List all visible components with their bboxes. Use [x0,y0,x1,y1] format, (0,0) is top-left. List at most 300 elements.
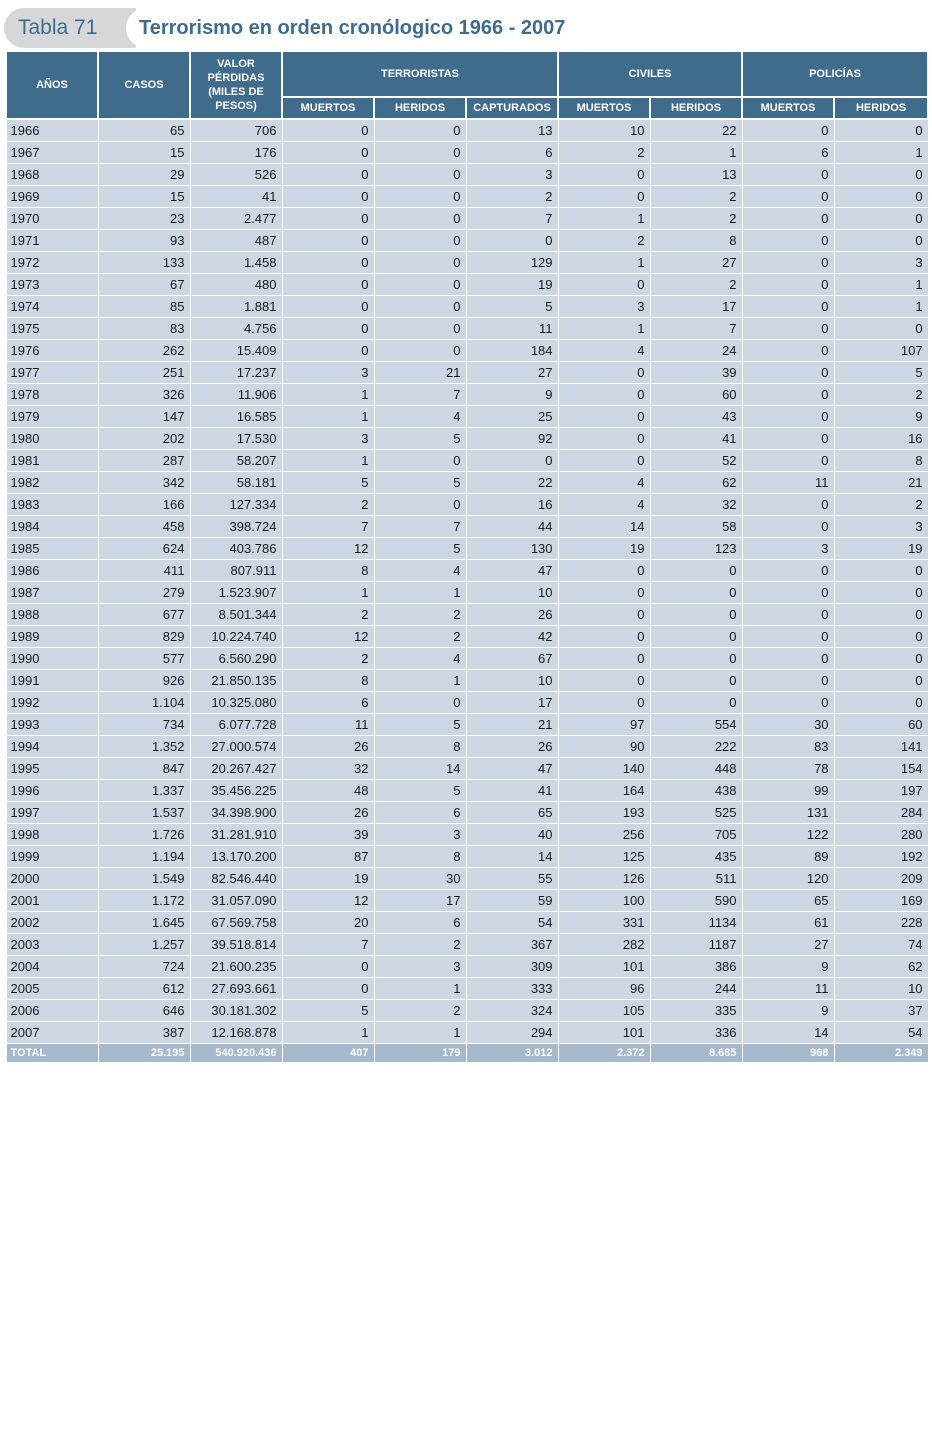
table-row [6,494,928,516]
cell-civiles-muertos: 164 [558,780,650,802]
cell-policias-heridos: 209 [834,868,928,890]
cell-year: 1967 [6,142,98,164]
cell-civiles-muertos: 2 [558,142,650,164]
table-number-tab: Tabla 71 [4,8,136,48]
cell-terroristas-capturados: 42 [466,626,558,648]
cell-policias-muertos: 11 [742,978,834,1000]
table-row [6,714,928,736]
cell-terroristas-capturados: 47 [466,560,558,582]
cell-policias-muertos: 0 [742,296,834,318]
cell-policias-muertos: 83 [742,736,834,758]
cell-policias-muertos: 122 [742,824,834,846]
cell-valor-perdidas: 1.523.907 [190,582,282,604]
table-row [6,604,928,626]
cell-terroristas-muertos: 0 [282,230,374,252]
cell-policias-muertos: 0 [742,208,834,230]
cell-terroristas-muertos: 3 [282,362,374,384]
cell-year: 1976 [6,340,98,362]
cell-valor-perdidas: 31.057.090 [190,890,282,912]
cell-terroristas-capturados: 184 [466,340,558,362]
cell-policias-heridos: 3 [834,516,928,538]
cell-terroristas-muertos: 0 [282,318,374,340]
cell-casos: 83 [98,318,190,340]
total-label: TOTAL [6,1044,98,1063]
cell-terroristas-heridos: 3 [374,956,466,978]
table-row [6,186,928,208]
cell-terroristas-muertos: 0 [282,142,374,164]
cell-terroristas-muertos: 1 [282,582,374,604]
cell-casos: 67 [98,274,190,296]
cell-year: 1996 [6,780,98,802]
cell-terroristas-capturados: 59 [466,890,558,912]
cell-civiles-muertos: 126 [558,868,650,890]
cell-terroristas-heridos: 0 [374,208,466,230]
cell-terroristas-muertos: 2 [282,604,374,626]
table-row [6,252,928,274]
cell-civiles-muertos: 101 [558,1022,650,1044]
cell-year: 1995 [6,758,98,780]
cell-policias-muertos: 9 [742,956,834,978]
cell-policias-heridos: 0 [834,318,928,340]
table-row [6,274,928,296]
cell-terroristas-muertos: 7 [282,516,374,538]
cell-terroristas-muertos: 26 [282,802,374,824]
cell-civiles-heridos: 7 [650,318,742,340]
header-terroristas-capturados: CAPTURADOS [466,97,558,119]
table-row [6,802,928,824]
cell-terroristas-heridos: 2 [374,934,466,956]
cell-terroristas-muertos: 7 [282,934,374,956]
cell-valor-perdidas: 480 [190,274,282,296]
cell-civiles-heridos: 62 [650,472,742,494]
cell-casos: 1.337 [98,780,190,802]
cell-terroristas-heridos: 0 [374,692,466,714]
cell-valor-perdidas: 21.600.235 [190,956,282,978]
cell-year: 1987 [6,582,98,604]
cell-casos: 262 [98,340,190,362]
cell-terroristas-capturados: 92 [466,428,558,450]
cell-year: 1980 [6,428,98,450]
table-row [6,912,928,934]
cell-terroristas-heridos: 5 [374,780,466,802]
cell-terroristas-capturados: 13 [466,119,558,142]
cell-civiles-muertos: 1 [558,252,650,274]
cell-civiles-muertos: 100 [558,890,650,912]
cell-casos: 287 [98,450,190,472]
cell-casos: 93 [98,230,190,252]
cell-civiles-muertos: 1 [558,208,650,230]
cell-civiles-muertos: 0 [558,384,650,406]
cell-valor-perdidas: 27.000.574 [190,736,282,758]
page-title: Terrorismo en orden cronólogico 1966 - 2007 [139,17,566,39]
cell-civiles-heridos: 0 [650,692,742,714]
cell-terroristas-capturados: 130 [466,538,558,560]
cell-valor-perdidas: 67.569.758 [190,912,282,934]
cell-policias-heridos: 0 [834,670,928,692]
cell-terroristas-muertos: 8 [282,560,374,582]
cell-year: 2004 [6,956,98,978]
total-terroristas-heridos: 179 [374,1044,466,1063]
cell-casos: 15 [98,142,190,164]
cell-policias-heridos: 284 [834,802,928,824]
cell-year: 1998 [6,824,98,846]
cell-valor-perdidas: 1.881 [190,296,282,318]
cell-casos: 612 [98,978,190,1000]
table-header [6,51,928,119]
cell-policias-muertos: 0 [742,428,834,450]
cell-civiles-muertos: 101 [558,956,650,978]
cell-civiles-heridos: 0 [650,670,742,692]
cell-terroristas-heridos: 5 [374,538,466,560]
cell-terroristas-muertos: 6 [282,692,374,714]
table-row [6,142,928,164]
cell-civiles-muertos: 140 [558,758,650,780]
table-row [6,406,928,428]
cell-policias-heridos: 2 [834,384,928,406]
cell-terroristas-heridos: 0 [374,340,466,362]
cell-policias-heridos: 74 [834,934,928,956]
cell-policias-muertos: 131 [742,802,834,824]
cell-valor-perdidas: 16.585 [190,406,282,428]
cell-valor-perdidas: 176 [190,142,282,164]
cell-policias-muertos: 0 [742,692,834,714]
cell-civiles-heridos: 2 [650,208,742,230]
cell-terroristas-capturados: 40 [466,824,558,846]
cell-policias-heridos: 1 [834,274,928,296]
cell-casos: 1.172 [98,890,190,912]
cell-terroristas-capturados: 333 [466,978,558,1000]
cell-casos: 326 [98,384,190,406]
cell-valor-perdidas: 30.181.302 [190,1000,282,1022]
cell-civiles-heridos: 335 [650,1000,742,1022]
cell-policias-muertos: 14 [742,1022,834,1044]
total-policias-heridos: 2.349 [834,1044,928,1063]
cell-policias-heridos: 2 [834,494,928,516]
cell-policias-heridos: 280 [834,824,928,846]
cell-valor-perdidas: 31.281.910 [190,824,282,846]
cell-valor-perdidas: 20.267.427 [190,758,282,780]
cell-casos: 65 [98,119,190,142]
cell-policias-heridos: 19 [834,538,928,560]
cell-valor-perdidas: 4.756 [190,318,282,340]
cell-civiles-heridos: 52 [650,450,742,472]
cell-policias-heridos: 0 [834,230,928,252]
cell-civiles-heridos: 1134 [650,912,742,934]
cell-valor-perdidas: 13.170.200 [190,846,282,868]
cell-policias-heridos: 60 [834,714,928,736]
cell-terroristas-heridos: 0 [374,119,466,142]
cell-year: 1992 [6,692,98,714]
cell-policias-muertos: 0 [742,318,834,340]
cell-terroristas-capturados: 55 [466,868,558,890]
cell-terroristas-muertos: 19 [282,868,374,890]
cell-casos: 847 [98,758,190,780]
table-row [6,362,928,384]
cell-terroristas-muertos: 1 [282,384,374,406]
cell-terroristas-capturados: 44 [466,516,558,538]
cell-terroristas-capturados: 16 [466,494,558,516]
table-row [6,824,928,846]
cell-terroristas-heridos: 4 [374,560,466,582]
table-row [6,846,928,868]
cell-civiles-muertos: 90 [558,736,650,758]
cell-terroristas-muertos: 12 [282,890,374,912]
cell-policias-muertos: 120 [742,868,834,890]
cell-terroristas-muertos: 39 [282,824,374,846]
cell-terroristas-muertos: 48 [282,780,374,802]
cell-policias-muertos: 9 [742,1000,834,1022]
cell-terroristas-capturados: 294 [466,1022,558,1044]
cell-terroristas-muertos: 11 [282,714,374,736]
cell-year: 1971 [6,230,98,252]
cell-terroristas-muertos: 1 [282,450,374,472]
cell-policias-heridos: 0 [834,186,928,208]
table-row [6,208,928,230]
cell-civiles-heridos: 1 [650,142,742,164]
cell-policias-muertos: 0 [742,274,834,296]
cell-civiles-muertos: 4 [558,494,650,516]
cell-civiles-muertos: 4 [558,472,650,494]
cell-policias-muertos: 65 [742,890,834,912]
cell-terroristas-capturados: 367 [466,934,558,956]
cell-casos: 458 [98,516,190,538]
table-row [6,428,928,450]
table-row [6,648,928,670]
cell-policias-heridos: 62 [834,956,928,978]
cell-valor-perdidas: 34.398.900 [190,802,282,824]
cell-civiles-heridos: 0 [650,626,742,648]
cell-terroristas-heridos: 0 [374,274,466,296]
cell-civiles-muertos: 0 [558,164,650,186]
cell-valor-perdidas: 39.518.814 [190,934,282,956]
cell-terroristas-heridos: 6 [374,912,466,934]
cell-casos: 1.726 [98,824,190,846]
table-row [6,516,928,538]
cell-year: 1984 [6,516,98,538]
header-policias-muertos: MUERTOS [742,97,834,119]
cell-policias-heridos: 8 [834,450,928,472]
cell-year: 1982 [6,472,98,494]
table-row [6,582,928,604]
cell-year: 1989 [6,626,98,648]
cell-valor-perdidas: 10.325.080 [190,692,282,714]
cell-civiles-heridos: 386 [650,956,742,978]
cell-year: 1986 [6,560,98,582]
cell-policias-heridos: 141 [834,736,928,758]
cell-civiles-muertos: 0 [558,670,650,692]
cell-valor-perdidas: 127.334 [190,494,282,516]
cell-valor-perdidas: 58.207 [190,450,282,472]
table-row [6,450,928,472]
cell-policias-heridos: 3 [834,252,928,274]
cell-terroristas-muertos: 1 [282,406,374,428]
cell-terroristas-heridos: 2 [374,1000,466,1022]
cell-terroristas-muertos: 0 [282,978,374,1000]
cell-year: 1968 [6,164,98,186]
cell-casos: 577 [98,648,190,670]
cell-civiles-muertos: 256 [558,824,650,846]
cell-terroristas-heridos: 4 [374,406,466,428]
cell-policias-heridos: 10 [834,978,928,1000]
cell-policias-muertos: 0 [742,604,834,626]
cell-civiles-heridos: 22 [650,119,742,142]
header-civiles-muertos: MUERTOS [558,97,650,119]
cell-year: 1966 [6,119,98,142]
cell-civiles-heridos: 511 [650,868,742,890]
cell-terroristas-heridos: 0 [374,318,466,340]
cell-year: 1978 [6,384,98,406]
cell-terroristas-heridos: 5 [374,428,466,450]
cell-terroristas-capturados: 21 [466,714,558,736]
cell-policias-muertos: 0 [742,186,834,208]
cell-casos: 387 [98,1022,190,1044]
cell-policias-heridos: 1 [834,296,928,318]
cell-policias-muertos: 0 [742,362,834,384]
cell-civiles-heridos: 590 [650,890,742,912]
cell-terroristas-heridos: 5 [374,472,466,494]
cell-civiles-muertos: 1 [558,318,650,340]
cell-year: 1997 [6,802,98,824]
cell-valor-perdidas: 487 [190,230,282,252]
cell-policias-muertos: 0 [742,340,834,362]
cell-terroristas-heridos: 0 [374,252,466,274]
table-row [6,670,928,692]
cell-terroristas-heridos: 8 [374,736,466,758]
cell-civiles-muertos: 0 [558,274,650,296]
cell-casos: 646 [98,1000,190,1022]
cell-policias-muertos: 6 [742,142,834,164]
cell-policias-muertos: 0 [742,164,834,186]
table-row [6,296,928,318]
cell-policias-heridos: 0 [834,119,928,142]
cell-terroristas-muertos: 8 [282,670,374,692]
cell-policias-muertos: 0 [742,119,834,142]
cell-terroristas-muertos: 0 [282,208,374,230]
cell-valor-perdidas: 403.786 [190,538,282,560]
cell-year: 1972 [6,252,98,274]
cell-casos: 202 [98,428,190,450]
cell-terroristas-muertos: 32 [282,758,374,780]
cell-year: 2007 [6,1022,98,1044]
cell-policias-heridos: 16 [834,428,928,450]
cell-terroristas-muertos: 0 [282,164,374,186]
cell-policias-heridos: 197 [834,780,928,802]
cell-year: 1969 [6,186,98,208]
table-row [6,626,928,648]
cell-terroristas-capturados: 54 [466,912,558,934]
cell-valor-perdidas: 1.458 [190,252,282,274]
table-row [6,736,928,758]
total-row [6,1044,928,1063]
table-row [6,164,928,186]
cell-year: 1991 [6,670,98,692]
cell-terroristas-muertos: 12 [282,626,374,648]
cell-terroristas-capturados: 41 [466,780,558,802]
header-policias: POLICÍAS [742,51,928,97]
cell-policias-muertos: 0 [742,582,834,604]
cell-year: 1990 [6,648,98,670]
cell-year: 2005 [6,978,98,1000]
table-row [6,119,928,142]
cell-civiles-heridos: 1187 [650,934,742,956]
cell-casos: 926 [98,670,190,692]
cell-civiles-heridos: 8 [650,230,742,252]
cell-policias-heridos: 9 [834,406,928,428]
cell-valor-perdidas: 12.168.878 [190,1022,282,1044]
cell-terroristas-muertos: 20 [282,912,374,934]
cell-terroristas-heridos: 8 [374,846,466,868]
cell-casos: 1.194 [98,846,190,868]
cell-civiles-heridos: 448 [650,758,742,780]
cell-terroristas-heridos: 5 [374,714,466,736]
table-row [6,934,928,956]
cell-policias-heridos: 228 [834,912,928,934]
cell-policias-heridos: 0 [834,560,928,582]
cell-terroristas-capturados: 6 [466,142,558,164]
cell-valor-perdidas: 706 [190,119,282,142]
header-terroristas-muertos: MUERTOS [282,97,374,119]
cell-casos: 23 [98,208,190,230]
cell-civiles-heridos: 39 [650,362,742,384]
cell-civiles-muertos: 193 [558,802,650,824]
cell-terroristas-capturados: 129 [466,252,558,274]
table-row [6,472,928,494]
cell-casos: 279 [98,582,190,604]
cell-policias-muertos: 27 [742,934,834,956]
cell-valor-perdidas: 35.456.225 [190,780,282,802]
header-policias-heridos: HERIDOS [834,97,928,119]
cell-terroristas-heridos: 7 [374,516,466,538]
cell-casos: 1.257 [98,934,190,956]
cell-civiles-muertos: 0 [558,450,650,472]
table-row [6,1000,928,1022]
cell-terroristas-muertos: 0 [282,252,374,274]
cell-year: 1970 [6,208,98,230]
cell-terroristas-heridos: 0 [374,296,466,318]
cell-civiles-heridos: 17 [650,296,742,318]
cell-policias-heridos: 0 [834,164,928,186]
cell-terroristas-heridos: 21 [374,362,466,384]
cell-casos: 1.645 [98,912,190,934]
cell-terroristas-heridos: 14 [374,758,466,780]
cell-terroristas-heridos: 0 [374,450,466,472]
cell-civiles-muertos: 0 [558,428,650,450]
cell-policias-muertos: 0 [742,494,834,516]
cell-civiles-muertos: 0 [558,186,650,208]
cell-policias-muertos: 0 [742,648,834,670]
cell-policias-muertos: 0 [742,670,834,692]
cell-policias-heridos: 5 [834,362,928,384]
cell-civiles-heridos: 32 [650,494,742,516]
cell-valor-perdidas: 398.724 [190,516,282,538]
cell-valor-perdidas: 17.530 [190,428,282,450]
cell-civiles-muertos: 10 [558,119,650,142]
table-row [6,384,928,406]
cell-valor-perdidas: 41 [190,186,282,208]
cell-civiles-heridos: 222 [650,736,742,758]
cell-year: 2001 [6,890,98,912]
cell-civiles-heridos: 60 [650,384,742,406]
cell-terroristas-heridos: 30 [374,868,466,890]
header-civiles-heridos: HERIDOS [650,97,742,119]
cell-terroristas-capturados: 7 [466,208,558,230]
cell-civiles-heridos: 336 [650,1022,742,1044]
cell-terroristas-capturados: 22 [466,472,558,494]
cell-year: 1993 [6,714,98,736]
cell-civiles-muertos: 96 [558,978,650,1000]
total-civiles-muertos: 2.372 [558,1044,650,1063]
cell-terroristas-heridos: 4 [374,648,466,670]
